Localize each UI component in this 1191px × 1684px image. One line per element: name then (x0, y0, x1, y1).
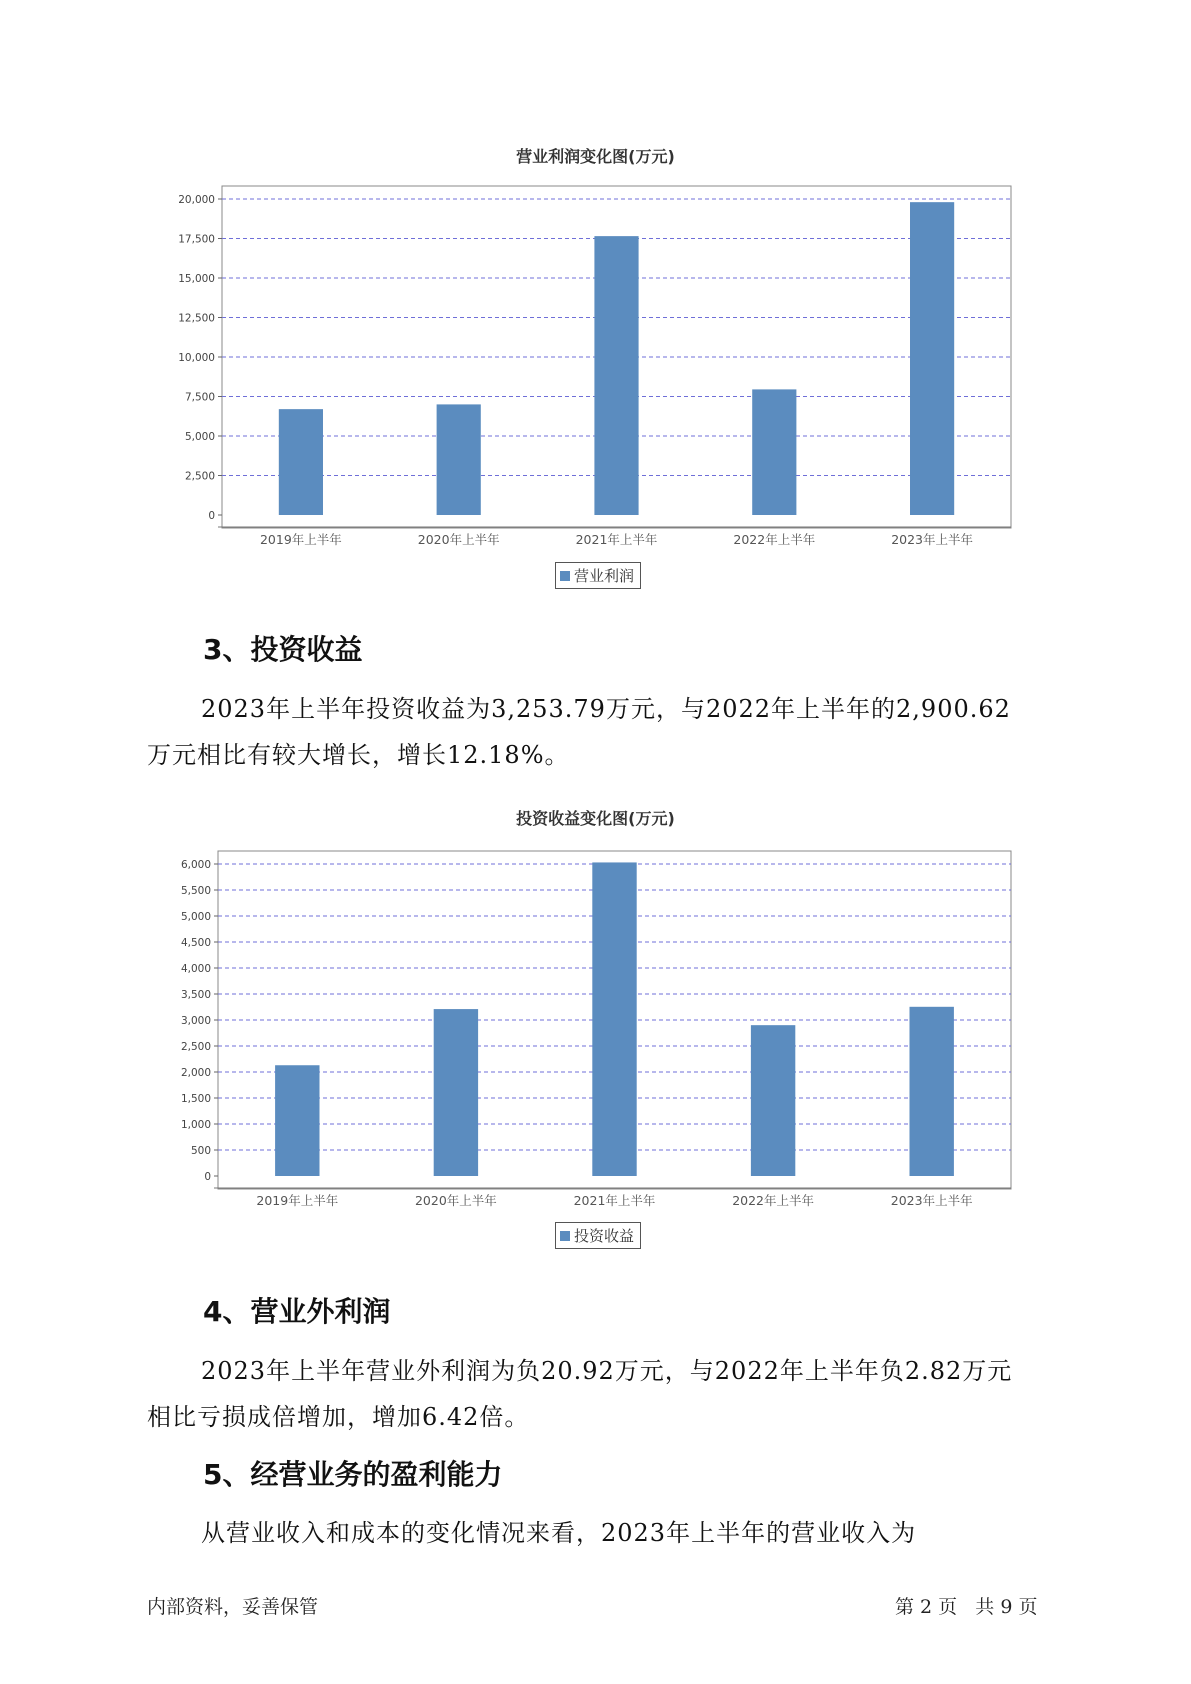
chart-2-ytick-label: 6,000 (180, 859, 211, 871)
chart-2-bar (909, 1007, 953, 1176)
chart-2-category-label: 2023年上半年 (890, 1193, 973, 1208)
chart-2-category-label: 2021年上半年 (573, 1193, 656, 1208)
chart-1-category-label: 2023年上半年 (891, 532, 974, 547)
legend-swatch-icon (560, 1231, 570, 1241)
chart-2-ytick-label: 1,500 (180, 1093, 211, 1105)
chart-1-bar (910, 202, 954, 515)
section-4-line-1: 2023年上半年营业外利润为负20.92万元，与2022年上半年负2.82万元 (201, 1357, 1013, 1385)
section-3-line-1: 2023年上半年投资收益为3,253.79万元，与2022年上半年的2,900.62 (201, 695, 1011, 723)
section-3-heading: 3、投资收益 (203, 633, 363, 666)
chart-2-ytick-label: 3,500 (180, 989, 211, 1001)
chart-2-ytick-label: 0 (204, 1171, 211, 1183)
chart-1-legend-label: 营业利润 (574, 567, 635, 585)
chart-1-bar (594, 236, 638, 515)
chart-2-bar (275, 1065, 319, 1176)
chart-2-investment-income (0, 820, 1191, 1230)
chart-1-category-label: 2020年上半年 (417, 532, 500, 547)
section-4-line-2: 相比亏损成倍增加，增加6.42倍。 (147, 1403, 530, 1431)
chart-2-category-label: 2022年上半年 (732, 1193, 815, 1208)
section-4-heading: 4、营业外利润 (203, 1295, 391, 1328)
chart-2-category-label: 2020年上半年 (414, 1193, 497, 1208)
section-3-paragraph (147, 686, 1067, 778)
chart-1-title: 营业利润变化图(万元) (516, 147, 675, 166)
chart-2-title: 投资收益变化图(万元) (516, 809, 675, 828)
chart-1-ytick-label: 0 (208, 510, 215, 522)
chart-1-ytick-label: 12,500 (178, 312, 215, 325)
chart-1-ytick-label: 7,500 (184, 391, 215, 404)
chart-2-ytick-label: 3,000 (180, 1015, 211, 1027)
chart-1-ytick-label: 2,500 (184, 470, 215, 483)
chart-1-legend (555, 562, 641, 589)
section-5-paragraph (147, 1510, 1067, 1556)
chart-1-ytick-label: 15,000 (178, 273, 215, 285)
chart-2-category-label: 2019年上半年 (256, 1193, 339, 1208)
chart-2-ytick-label: 500 (190, 1145, 211, 1157)
section-4-paragraph (147, 1348, 1067, 1440)
footer-page-number: 第 2 页 共 9 页 (895, 1596, 1038, 1618)
chart-1-ytick-label: 17,500 (178, 233, 215, 246)
chart-1-ytick-label: 10,000 (178, 352, 215, 364)
chart-1-category-label: 2021年上半年 (575, 532, 658, 547)
chart-1-category-label: 2019年上半年 (259, 532, 342, 547)
chart-1-bar (437, 404, 481, 515)
chart-1-category-label: 2022年上半年 (733, 532, 816, 547)
chart-1-bar (279, 409, 323, 515)
chart-1-ytick-label: 5,000 (184, 431, 215, 443)
section-5-heading: 5、经营业务的盈利能力 (203, 1458, 503, 1491)
footer-left: 内部资料，妥善保管 (147, 1596, 319, 1618)
chart-2-ytick-label: 5,500 (180, 885, 211, 897)
chart-1-ytick-label: 20,000 (178, 194, 215, 206)
chart-2-ytick-label: 2,000 (180, 1067, 211, 1079)
chart-2-legend-label: 投资收益 (574, 1227, 635, 1245)
section-3-line-2: 万元相比有较大增长，增长12.18%。 (147, 741, 570, 769)
chart-1-bar (752, 389, 796, 515)
chart-2-bar (592, 862, 636, 1176)
chart-2-ytick-label: 1,000 (180, 1119, 211, 1131)
chart-2-ytick-label: 4,000 (180, 963, 211, 975)
chart-2-bar (434, 1009, 478, 1176)
section-5-line-1: 从营业收入和成本的变化情况来看，2023年上半年的营业收入为 (201, 1519, 917, 1547)
chart-2-ytick-label: 5,000 (180, 911, 211, 923)
chart-2-bar (751, 1025, 795, 1176)
chart-2-legend (555, 1222, 641, 1249)
legend-swatch-icon (560, 571, 570, 581)
chart-1-operating-profit (0, 0, 1191, 560)
chart-2-ytick-label: 2,500 (180, 1041, 211, 1053)
chart-2-ytick-label: 4,500 (180, 937, 211, 949)
